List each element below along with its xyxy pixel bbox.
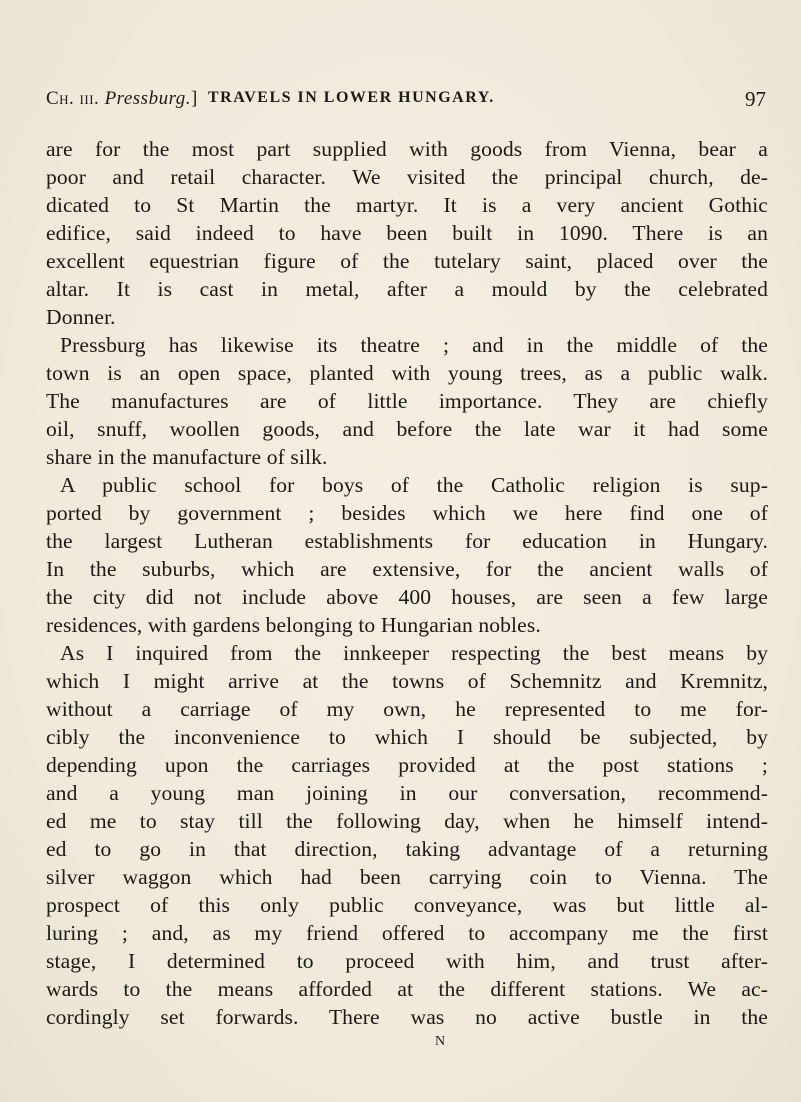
running-title: TRAVELS IN LOWER HUNGARY. [208,89,495,106]
text-line: edifice, said indeed to have been built in 1090. There is an [46,221,768,245]
text-line: dicated to St Martin the martyr. It is a very ancient Gothic [46,193,768,217]
text-line: depending upon the carriages provided at the post stations ; [46,753,768,777]
page-number: 97 [745,87,766,111]
text-line: excellent equestrian figure of the tutelary saint, placed over the [46,249,768,273]
text-line: residences, with gardens belonging to Hungarian nobles. [46,613,541,637]
text-line: A public school for boys of the Catholic religion is sup- [60,473,768,497]
text-line: stage, I determined to proceed with him, and trust after- [46,949,768,973]
chapter-label: Ch. iii. [46,88,100,109]
signature-mark: N [435,1034,447,1049]
text-line: cordingly set forwards. There was no active bustle in the [46,1005,768,1029]
text-line: ported by government ; besides which we here find one of [46,501,768,525]
text-line: altar. It is cast in metal, after a mould by the celebrated [46,277,768,301]
text-line: are for the most part supplied with goods from Vienna, bear a [46,137,768,161]
text-line: As I inquired from the innkeeper respecting the best means by [60,641,768,665]
chapter-place: Pressburg. [104,88,192,109]
text-line: Pressburg has likewise its theatre ; and in the middle of the [60,333,768,357]
text-line: oil, snuff, woollen goods, and before the late war it had some [46,417,768,441]
text-line: Donner. [46,305,116,329]
chapter-reference [46,88,198,110]
text-line: poor and retail character. We visited the principal church, de- [46,165,768,189]
text-line: ed to go in that direction, taking advantage of a returning [46,837,768,861]
text-line: wards to the means afforded at the different stations. We ac- [46,977,768,1001]
bracket: ] [191,88,198,109]
text-line: prospect of this only public conveyance, was but little al- [46,893,768,917]
text-line: town is an open space, planted with young trees, as a public walk. [46,361,768,385]
body-text [46,135,768,1031]
text-line: ed me to stay till the following day, when he himself intend- [46,809,768,833]
running-head [46,88,766,118]
text-line: The manufactures are of little importance. They are chiefly [46,389,768,413]
text-line: without a carriage of my own, he represented to me for- [46,697,768,721]
text-line: In the suburbs, which are extensive, for the ancient walls of [46,557,768,581]
text-line: silver waggon which had been carrying coin to Vienna. The [46,865,768,889]
text-line: the largest Lutheran establishments for education in Hungary. [46,529,768,553]
text-line: and a young man joining in our conversation, recommend- [46,781,768,805]
text-line: the city did not include above 400 houses, are seen a few large [46,585,768,609]
text-line: cibly the inconvenience to which I should be subjected, by [46,725,768,749]
text-line: luring ; and, as my friend offered to accompany me the first [46,921,768,945]
text-line: share in the manufacture of silk. [46,445,328,469]
text-line: which I might arrive at the towns of Schemnitz and Kremnitz, [46,669,768,693]
